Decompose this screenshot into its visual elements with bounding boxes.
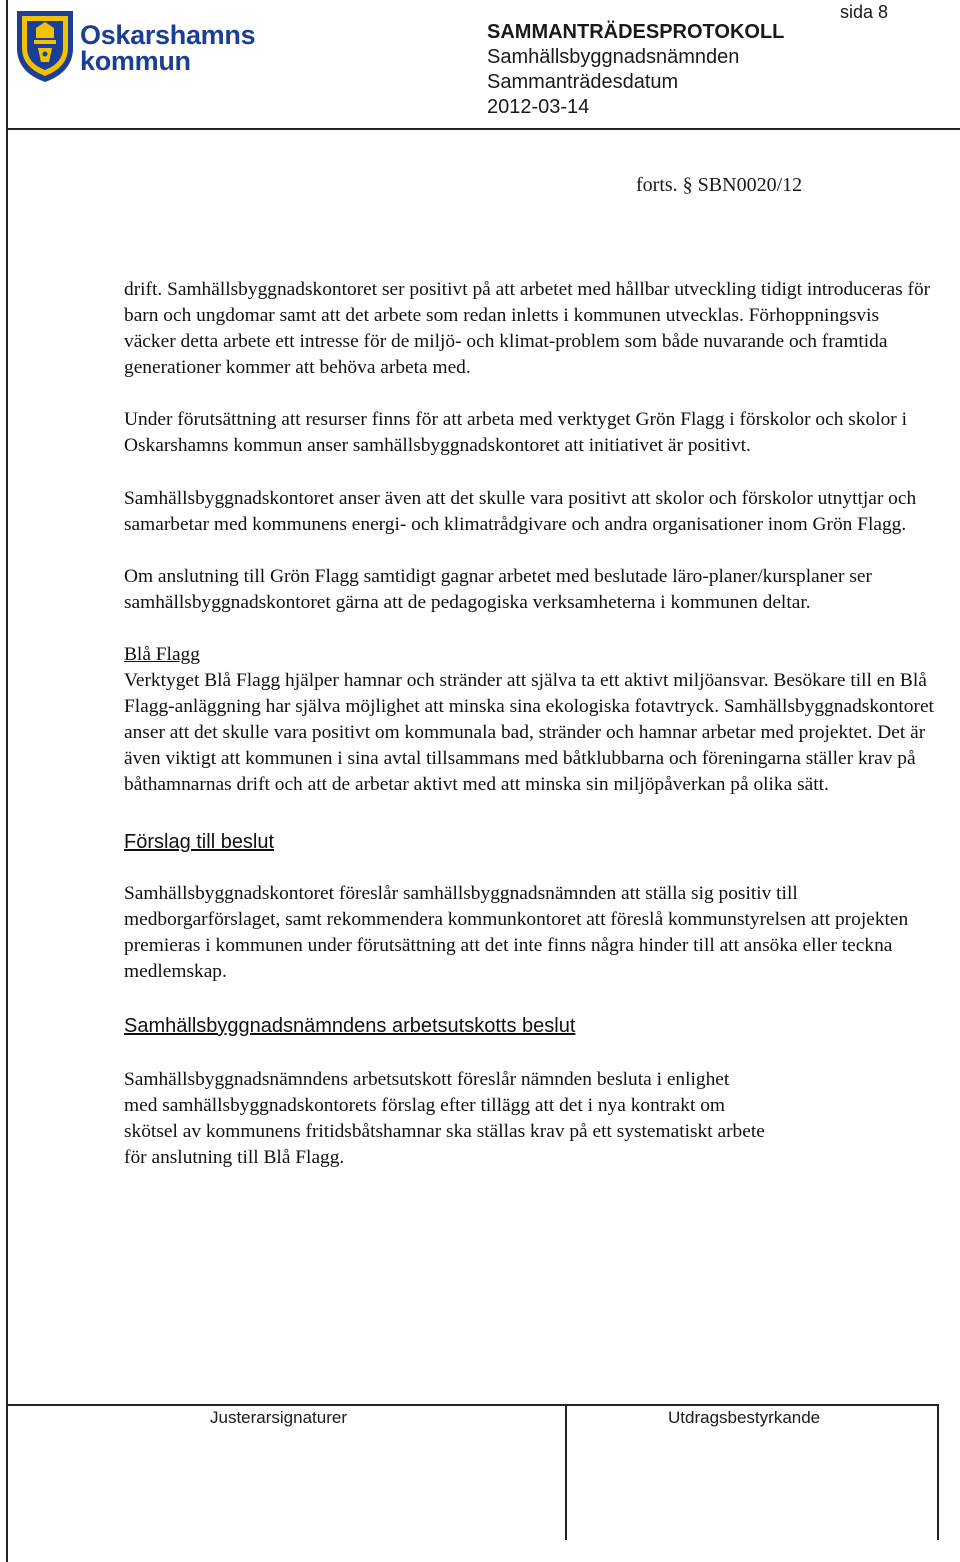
committee-name: Samhällsbyggnadsnämnden [487,46,740,68]
paragraph-1: drift. Samhällsbyggnadskontoret ser positivt på att arbetet med hållbar utveckling tidigt introduceras för barn och ungdomar samt att det arbete som redan inletts i kommunen utvecklas. Förhoppningsvis väcker detta arbete ett intresse för de miljö- och klimat-problem som både nuvarande och framtida generationer kommer att behöva arbeta med. [124,279,931,379]
meeting-date: 2012-03-14 [487,96,590,118]
brand-line-2: kommun [80,46,191,76]
paragraph-4: Om anslutning till Grön Flagg samtidigt gagnar arbetet med beslutade läro-planer/kursplaner ser samhällsbyggnadskontoret gärna att de pedagogiska verksamheterna i kommunen deltar. [124,565,872,613]
brand-line-1: Oskarshamns [80,20,256,50]
document-body [124,277,934,1171]
document-header [487,20,784,120]
paragraph-7-line: för anslutning till Blå Flagg. [124,1147,345,1169]
paragraph-5: Verktyget Blå Flagg hjälper hamnar och stränder att själva ta ett aktivt miljöansvar. Besökare till en Blå Flagg-anläggning har själva möjlighet att minska sina ekologiska fotavtryck. Samhällsbyggnadskontoret anser att det skulle vara positivt om kommunala bad, stränder och hamnar arbetar med projektet. Det är även viktigt att kommunen i sina avtal tillsammans med båtklubbarna och föreningarna ställer krav på båthamnarnas drift och att de arbetar aktivt med att minska sin miljöpåverkan på olika sätt. [124,670,934,796]
date-label: Sammanträdesdatum [487,71,679,93]
brand-name [80,22,255,74]
paragraph-7-line: Samhällsbyggnadsnämndens arbetsutskott föreslår nämnden besluta i enlighet [124,1068,730,1090]
signatures-label: Justerarsignaturer [210,1408,348,1427]
footer-column-divider [565,1404,567,1540]
paragraph-3: Samhällsbyggnadskontoret anser även att det skulle vara positivt att skolor och förskolor utnyttjar och samarbetar med kommunens energi- och klimatrådgivare och andra organisationer inom Grön Flagg. [124,487,917,535]
paragraph-7-line: skötsel av kommunens fritidsbåtshamnar ska ställas krav på ett systematiskt arbete [124,1121,765,1143]
footer-right-border [937,1404,939,1540]
doc-type: SAMMANTRÄDESPROTOKOLL [487,21,785,43]
continuation-reference: forts. § SBN0020/12 [636,174,803,196]
crest-icon [14,8,76,84]
extract-certification-label: Utdragsbestyrkande [668,1408,821,1427]
paragraph-6: Samhällsbyggnadskontoret föreslår samhällsbyggnadsnämnden att ställa sig positiv till medborgarförslaget, samt rekommendera kommunkontoret att föreslå kommunstyrelsen att projekten premieras i kommunen under förutsättning att det inte finns några hinder till att ansöka eller teckna medlemskap. [124,882,909,982]
paragraph-7-line: med samhällsbyggnadskontorets förslag efter tillägg att det i nya kontrakt om [124,1094,725,1116]
footer-divider [8,1404,938,1406]
paragraph-7 [124,1067,934,1171]
paragraph-2: Under förutsättning att resurser finns för att arbeta med verktyget Grön Flagg i förskolor och skolor i Oskarshamns kommun anser samhällsbyggnadskontoret att initiativet är positivt. [124,409,907,457]
header-divider [6,128,960,130]
frame-left-border [6,0,8,1562]
blue-flag-heading: Blå Flagg [124,643,200,665]
proposal-heading: Förslag till beslut [124,830,275,853]
committee-decision-heading: Samhällsbyggnadsnämndens arbetsutskotts beslut [124,1014,576,1037]
page-number: sida 8 [839,2,888,22]
